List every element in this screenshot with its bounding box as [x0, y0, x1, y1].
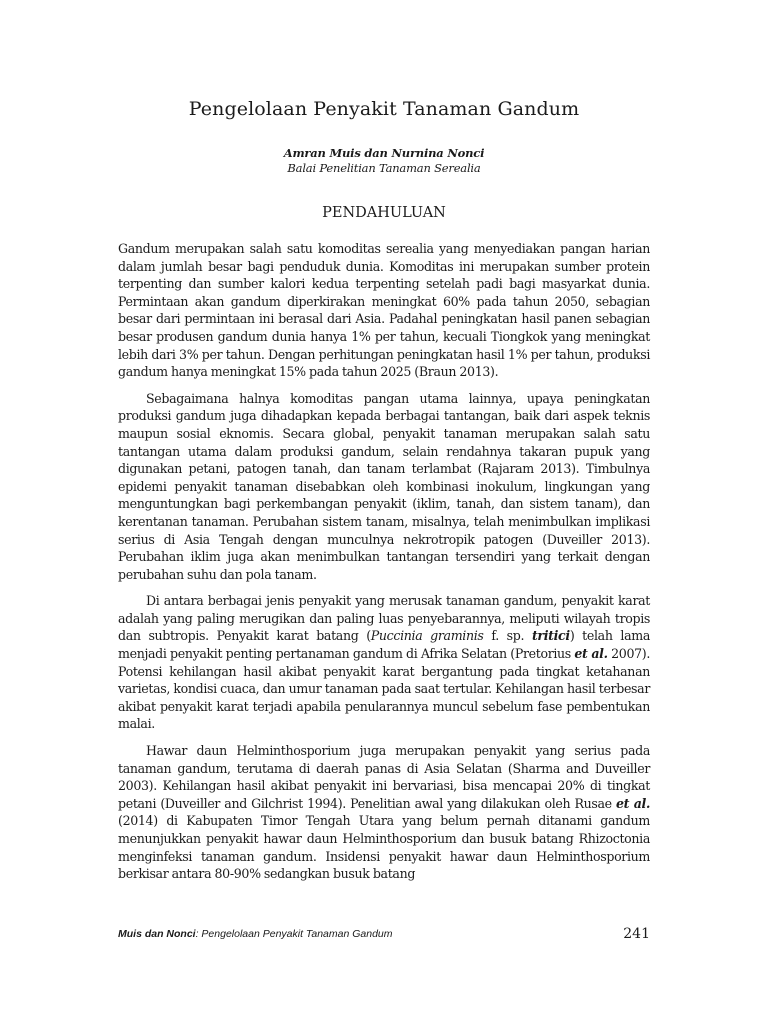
paragraph-3-part-b: f. sp. [483, 628, 532, 644]
citation-et-al: et al. [615, 795, 650, 811]
article-authors: Amran Muis dan Nurnina Nonci [283, 146, 485, 160]
page-footer [118, 926, 650, 946]
author-affiliation: Balai Penelitian Tanaman Serealia [287, 161, 481, 175]
running-head-authors: Muis dan Nonci [118, 928, 196, 940]
paragraph-4-part-b: (2014) di Kabupaten Timor Tengah Utara yang belum pernah ditanami gandum menunjukkan penyakit hawar daun Helminthosporium dan busuk batang Rhizoctonia menginfeksi tanaman gandum. Insidensi penyakit hawar daun Helminthosporium berkisar antara 80-90% sedangkan busuk batang [118, 813, 650, 882]
running-head-title: : Pengelolaan Penyakit Tanaman Gandum [195, 928, 393, 940]
journal-page [118, 0, 650, 1024]
forma-specialis: tritici [531, 628, 570, 644]
paragraph-3-part-a: Di antara berbagai jenis penyakit yang merusak tanaman gandum, penyakit karat adalah yang paling merugikan dan paling luas penyebarannya, meliputi wilayah tropis dan subtropis. Penyakit karat batang ( [118, 593, 650, 644]
paragraph-3 [118, 592, 650, 733]
species-name: Puccinia graminis [370, 628, 484, 644]
paragraph-3-part-d: 2007). Potensi kehilangan hasil akibat penyakit karat bergantung pada tingkat ketahanan varietas, kondisi cuaca, dan umur tanaman pada saat tertular. Kehilangan hasil terbesar akibat penyakit karat terjadi apabila penularannya muncul sebelum fase pembentukan malai. [118, 646, 650, 732]
article-title: Pengelolaan Penyakit Tanaman Gandum [188, 98, 580, 120]
section-heading: PENDAHULUAN [322, 205, 446, 221]
paragraph-1: Gandum merupakan salah satu komoditas serealia yang menyediakan pangan harian dalam jumlah besar bagi penduduk dunia. Komoditas ini merupakan sumber protein terpenting dan sumber kalori kedua terpenting setelah padi bagi masyarkat dunia. Permintaan akan gandum diperkirakan meningkat 60% pada tahun 2050, sebagian besar dari permintaan ini berasal dari Asia. Padahal peningkatan hasil panen sebagian besar produsen gandum dunia hanya 1% per tahun, kecuali Tiongkok yang meningkat lebih dari 3% per tahun. Dengan perhitungan peningkatan hasil 1% per tahun, produksi gandum hanya meningkat 15% pada tahun 2025 (Braun 2013). [118, 241, 650, 380]
paragraph-4 [118, 742, 650, 883]
body-text [118, 240, 650, 892]
citation-et-al: et al. [574, 646, 608, 662]
page-number: 241 [623, 926, 650, 942]
running-head [118, 928, 393, 940]
paragraph-3-part-c: ) telah lama menjadi penyakit penting pertanaman gandum di Afrika Selatan (Pretorius [118, 628, 650, 662]
paragraph-2: Sebagaimana halnya komoditas pangan utama lainnya, upaya peningkatan produksi gandum juga dihadapkan kepada berbagai tantangan, baik dari aspek teknis maupun sosial eknomis. Secara global, penyakit tanaman merupakan salah satu tantangan utama dalam produksi gandum, selain rendahnya takaran pupuk yang digunakan petani, patogen tanah, dan tanam terlambat (Rajaram 2013). Timbulnya epidemi penyakit tanaman disebabkan oleh kombinasi inokulum, lingkungan yang menguntungkan bagi perkembangan penyakit (iklim, tanah, dan sistem tanam), dan kerentanan tanaman. Perubahan sistem tanam, misalnya, telah menimbulkan implikasi serius di Asia Tengah dengan munculnya nekrotropik patogen (Duveiller 2013). Perubahan iklim juga akan menimbulkan tantangan tersendiri yang terkait dengan perubahan suhu dan pola tanam. [118, 390, 650, 582]
paragraph-4-part-a: Hawar daun Helminthosporium juga merupakan penyakit yang serius pada tanaman gandum, terutama di daerah panas di Asia Selatan (Sharma and Duveiller 2003). Kehilangan hasil akibat penyakit ini bervariasi, bisa mencapai 20% di tingkat petani (Duveiller and Gilchrist 1994). Penelitian awal yang dilakukan oleh Rusae [118, 743, 650, 811]
